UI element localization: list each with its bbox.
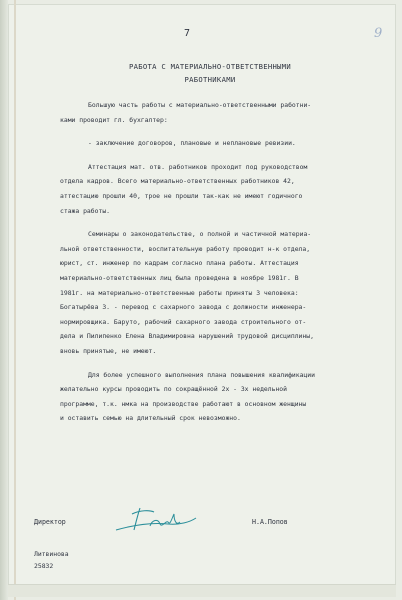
body-line: нормировщика. Баруто, рабочий сахарного завода строительного от- <box>60 317 307 326</box>
paragraph-gap <box>60 359 380 368</box>
body-line: дела и Пилипенко Елена Владимировна нарушений трудовой дисциплины, <box>60 332 314 341</box>
body-line: желательно курсы проводить по сокращённой 2х - 3х недельной <box>60 385 288 394</box>
body-line: 1981г. на материально-ответственные работы приняты 3 человека: <box>60 288 299 297</box>
document-footer <box>34 548 69 572</box>
paper-edge <box>0 0 8 600</box>
body-line: ками проводит гл. бухгалтер: <box>60 115 168 124</box>
page-bottom-edge <box>8 584 396 597</box>
title-line-1: РАБОТА С МАТЕРИАЛЬНО-ОТВЕТСТВЕННЫМИ <box>129 62 291 71</box>
archive-page-mark: 9 <box>374 26 383 41</box>
body-line: вновь принятые, не имеют. <box>60 346 157 355</box>
body-line: аттестацию прошли 40, трое не прошли так-как не имеют годичного <box>60 191 303 200</box>
document-title <box>60 60 360 86</box>
body-line: Аттестация мат. отв. работников проходит под руководством <box>88 162 308 171</box>
body-line: юрист, ст. инженер по кадрам согласно плана работы. Аттестация <box>60 259 299 268</box>
paragraph-gap <box>60 127 380 136</box>
body-line: стажа работы. <box>60 206 111 215</box>
body-line: программе, т.к. нмка на производстве работают в основном женщины <box>60 399 307 408</box>
body-line: Большую часть работы с материально-ответственными работни- <box>88 101 312 109</box>
paragraph-gap <box>60 218 380 227</box>
body-line: Для более успешного выполнения плана повышения квалификации <box>88 370 316 379</box>
title-line-2: РАБОТНИКАМИ <box>184 75 236 84</box>
binding-line <box>14 0 16 600</box>
signatory-name: Н.А.Попов <box>252 518 288 526</box>
body-line: Семинары о законодательстве, о полной и частичной материа- <box>88 230 312 239</box>
page-number: 7 <box>184 28 191 39</box>
document-body <box>60 98 380 426</box>
signature-block <box>34 512 374 532</box>
body-line: - заключение договоров, плановые и неплановые ревизии. <box>88 139 296 148</box>
signatory-role: Директор <box>34 518 66 526</box>
body-line: и оставить семью на длительный срок невозможно. <box>60 414 241 423</box>
body-line: материально-ответственных лиц была проведена в ноябре 1981г. В <box>60 273 299 282</box>
document-code: 25832 <box>34 562 54 570</box>
author-name: Литвинова <box>34 550 69 558</box>
body-line: отдела кадров. Всего материально-ответственных работников 42, <box>60 177 295 186</box>
body-line: Богатырёва З. - перевод с сахарного завода с должности инженера- <box>60 303 307 312</box>
body-line: льной ответственности, воспитательную работу проводит н-к отдела, <box>60 244 311 253</box>
paragraph-gap <box>60 151 380 160</box>
